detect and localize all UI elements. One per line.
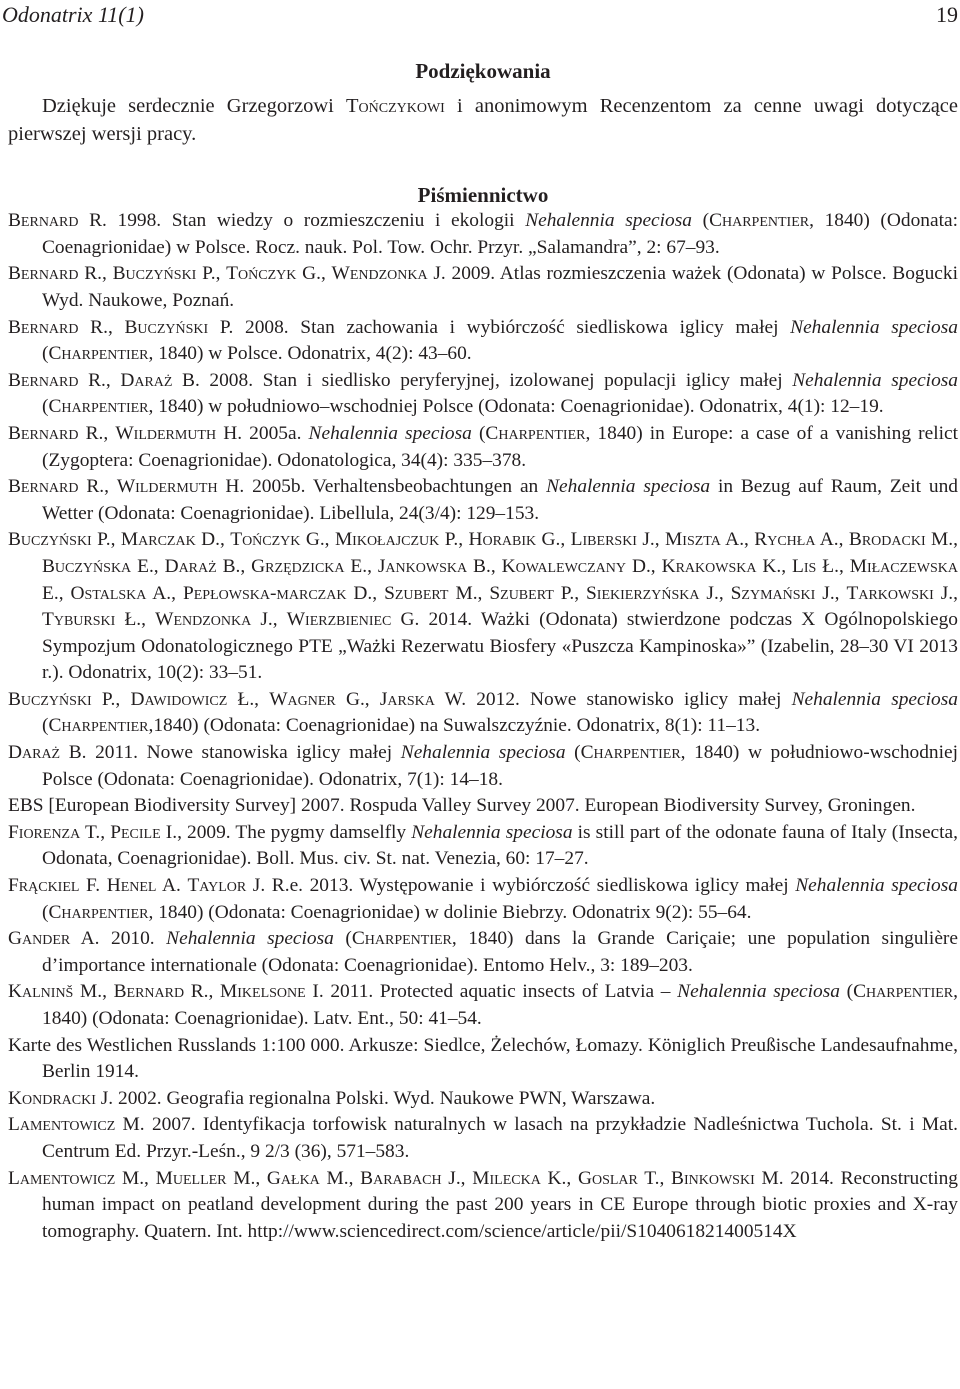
reference-entry [8,926,958,979]
author-name: Wendzonka [155,609,252,631]
reference-text: G., [335,688,380,710]
reference-text: ( [42,396,49,418]
species-name: Nehalennia speciosa [411,821,573,843]
author-name: Kowalewczany [501,555,627,577]
author-name: Henel [106,875,157,897]
author-name: Taylor [187,875,247,897]
author-name: Daraż [164,555,217,577]
author-name: Lamentowicz [8,1114,116,1136]
author-name: Wildermuth [116,476,218,498]
reference-text: G. 2014. Ważki (Odonata) stwierdzone podczas X Ogólnopolskiego Sympozjum Odonatologicznego PTE „Ważki Rezerwatu Biosfery «Puszcza Kampinoska»” (Izabelin, 28–30 VI 2013 r.). Odonatrix, 10(2): 33–51. [42,609,958,684]
author-name: Horabik [468,529,537,551]
author-name: Lis [792,555,817,577]
reference-text: M., [73,981,114,1003]
author-name: Szymański [730,582,816,604]
reference-text: D., [195,529,231,551]
author-name: Tyburski [42,609,116,631]
reference-entry [8,261,958,314]
author-name: Wagner [269,688,336,710]
author-name: Krakowska [661,555,757,577]
reference-entry [8,687,958,740]
reference-text: R., [78,422,116,444]
reference-text: E., [344,555,378,577]
reference-entry [8,820,958,873]
page-number: 19 [936,2,958,27]
reference-text: P., [196,263,227,285]
reference-text: B. 2011. Nowe stanowiska iglicy małej [60,742,401,764]
reference-text: EBS [European Biodiversity Survey] 2007. Rospuda Valley Survey 2007. European Biodiversity Survey, Groningen. [8,795,916,817]
author-name: Miszta [665,529,721,551]
author-name: Mikołajczuk [334,529,440,551]
author-name: Mikelsone [220,981,306,1003]
author-name: Daraż [8,742,61,764]
reference-text: I. 2011. Protected aquatic insects of Latvia – [305,981,678,1003]
reference-text: , 1840) w południowo–wschodniej Polsce (Odonata: Coenagrionidae). Odonatrix, 4(1): 12–19. [148,396,884,418]
author-name: Charpentier [48,901,149,923]
reference-entry [8,474,958,527]
reference-text: , 1840) (Odonata: Coenagrionidae) w Polsce. Rocz. nauk. Pol. Tow. Ochr. Przyr. „Salamandra”, 2: 67–93. [42,210,958,258]
reference-entry [8,1166,958,1246]
author-name: Charpentier [48,715,149,737]
author-name: Szubert [384,582,449,604]
reference-text: T., [637,1167,672,1189]
author-name: Buczyński [124,316,209,338]
reference-text: ( [471,422,486,444]
reference-text: , 1840) (Odonata: Coenagrionidae). Latv. Ent., 50: 41–54. [42,981,958,1029]
reference-text: R., [78,263,113,285]
reference-text: P., [91,688,131,710]
author-name: Ostalska [70,582,147,604]
author-name: Charpentier [48,396,149,418]
species-name: Nehalennia speciosa [677,981,840,1003]
reference-text: i anonimowym Recenzentom za cenne uwagi dotyczące pierwszej wersji pracy. [8,94,958,145]
author-name: Lamentowicz [8,1167,116,1189]
reference-text: R., [78,476,117,498]
author-name: Bernard [8,422,79,444]
reference-entry [8,740,958,793]
reference-text: M., [319,1167,361,1189]
reference-list [8,208,958,1245]
author-name: Bernard [113,981,185,1003]
author-name: Charpentier [485,422,586,444]
author-name: Charpentier [580,742,681,764]
reference-text: E., [42,582,71,604]
reference-text: M., [448,582,490,604]
reference-text: K., [540,1167,578,1189]
reference-text: Dziękuje serdecznie Grzegorzowi [42,94,346,117]
reference-entry [8,793,958,820]
author-name: Frąckiel [8,875,80,897]
reference-text: J., [933,582,959,604]
author-name: Grzędzicka [251,555,345,577]
reference-text: M. 2014. Reconstructing human impact on peatland development during the past 200 years in CE Europe through biotic proxies and X-ray tomography. Quatern. Int. http://www.sciencedirect.com/science/article/pii/S104061821400514X [42,1167,959,1242]
reference-entry [8,421,958,474]
reference-text: Ł., [227,688,270,710]
author-name: Liberski [570,529,637,551]
reference-text: in Bezug auf Raum, Zeit und Wetter (Odonata: Coenagrionidae). Libellula, 24(3/4): 129–153. [42,476,958,524]
author-name: Tończyk [230,529,301,551]
author-name: Buczyński [112,263,197,285]
reference-text: J. R.e. 2013. Występowanie i wybiórczość siedliskowa iglicy małej [246,875,796,897]
reference-text: ( [42,343,49,365]
reference-text: P., [91,529,121,551]
species-name: Nehalennia speciosa [400,742,566,764]
author-name: Pecile [110,821,161,843]
reference-text: P., [439,529,469,551]
reference-entry [8,1112,958,1165]
reference-text: K., [756,555,793,577]
species-name: Nehalennia speciosa [792,369,959,391]
reference-text: G., [296,263,332,285]
author-name: Milecka [472,1167,541,1189]
author-name: Jarska [379,688,435,710]
author-name: Charpentier [709,210,810,232]
reference-text: , 1840) w południowo-wschodniej Polsce (Odonata: Coenagrionidae). Odonatrix, 7(1): 14–18. [42,742,958,790]
species-name: Nehalennia speciosa [308,422,472,444]
reference-text: J., [699,582,731,604]
author-name: Bernard [8,316,79,338]
reference-text: W. 2012. Nowe stanowisko iglicy małej [434,688,792,710]
author-name: Mueller [155,1167,227,1189]
reference-text: D., [346,582,385,604]
reference-text: J. 2002. Geografia regionalna Polski. Wyd. Naukowe PWN, Warszawa. [95,1087,656,1109]
acknowledgements-text [8,92,958,148]
author-name: Charpentier [351,928,452,950]
reference-text: R., [78,316,125,338]
reference-text: F. [79,875,107,897]
author-name: Charpentier [48,343,149,365]
reference-entry [8,527,958,687]
reference-text: H. 2005b. Verhaltensbeobachtungen an [217,476,547,498]
species-name: Nehalennia speciosa [546,476,711,498]
reference-text: E., [131,555,165,577]
author-name: Fiorenza [8,821,81,843]
reference-text: ( [839,981,854,1003]
reference-text: T., [80,821,111,843]
reference-text: is still part of the odonate fauna of Italy (Insecta, Odonata, Coenagrionidae). Boll. Mus. civ. St. nat. Venezia, 60: 17–27. [42,821,958,870]
author-name: Buczyński [8,688,92,710]
author-name: Goslar [577,1167,638,1189]
reference-entry [8,1086,958,1113]
author-name: Binkowski [671,1167,755,1189]
author-name: Charpentier [853,981,954,1003]
author-name: Rychła [754,529,816,551]
reference-text: J., [636,529,666,551]
reference-entry [8,208,958,261]
reference-text: , 1840) dans la Grande Cariçaie; une population singulière d’importance internationale (Odonata: Coenagrionidae). Entomo Helv., 3: 189–203. [42,928,958,976]
author-name: Brodacki [848,529,926,551]
reference-text: R., [78,369,121,391]
author-name: Wildermuth [115,422,217,444]
reference-text: M., [115,1167,156,1189]
reference-text: ( [565,742,581,764]
reference-text: A. 2010. [70,928,167,950]
references-heading: Piśmiennictwo [417,182,549,207]
reference-text: Ł., [115,609,156,631]
author-name: Barabach [360,1167,442,1189]
species-name: Nehalennia speciosa [790,316,958,338]
reference-text: J., [441,1167,473,1189]
species-name: Nehalennia speciosa [791,688,958,710]
journal-title: Odonatrix 11(1) [2,2,144,27]
reference-text: J. 2009. Atlas rozmieszczenia ważek (Odonata) w Polsce. Bogucki Wyd. Naukowe, Poznań. [42,263,958,311]
reference-text: M. 2007. Identyfikacja torfowisk naturalnych w lasach na przykładzie Nadleśnictwa Tuchola. St. i Mat. Centrum Ed. Przyr.-Leśn., 9 2/3 (36), 571–583. [42,1114,958,1162]
author-name: Dawidowicz [130,688,228,710]
author-name: Wierzbieniec [286,609,392,631]
author-name: Buczyńska [42,555,132,577]
reference-text: ,1840) (Odonata: Coenagrionidae) na Suwalszczyźnie. Odonatrix, 8(1): 11–13. [148,715,761,737]
author-name: Gałka [266,1167,320,1189]
author-name: Buczyński [8,529,92,551]
reference-text: Ł., [816,555,850,577]
reference-text: B., [216,555,252,577]
reference-text: G., [300,529,335,551]
reference-text: J., [251,609,287,631]
reference-entry [8,368,958,421]
author-name: Tończyk [226,263,297,285]
reference-text: ( [42,901,49,923]
author-name: Bernard [8,210,79,232]
reference-text: ( [691,210,710,232]
reference-text: A. [156,875,188,897]
author-name: Szubert [489,582,554,604]
reference-text: , 1840) (Odonata: Coenagrionidae) w dolinie Biebrzy. Odonatrix 9(2): 55–64. [148,901,752,923]
author-name: Tończykowi [345,94,445,117]
reference-text: , 1840) in Europe: a case of a vanishing relict (Zygoptera: Coenagrionidae). Odonatologica, 34(4): 335–378. [42,422,958,471]
author-name: Bernard [8,369,79,391]
author-name: Kalninš [8,981,74,1003]
reference-text: R., [184,981,221,1003]
author-name: Daraż [120,369,173,391]
author-name: Gander [8,928,71,950]
author-name: Miłaczewska [849,555,958,577]
author-name: Tarkowski [846,582,934,604]
reference-text: G., [536,529,571,551]
reference-text: B., [467,555,502,577]
page-header [0,0,960,30]
author-name: Jankowska [377,555,468,577]
author-name: Bernard [8,263,79,285]
reference-text: M., [925,529,958,551]
reference-text: A., [720,529,755,551]
species-name: Nehalennia speciosa [166,928,334,950]
reference-text: Karte des Westlichen Russlands 1:100 000. Arkusze: Siedlce, Żelechów, Łomazy. Königlich Preußische Landesaufnahme, Berlin 1914. [8,1034,958,1083]
reference-text: H. 2005a. [216,422,309,444]
reference-text: , 1840) w Polsce. Odonatrix, 4(2): 43–60. [148,343,472,365]
author-name: Pepłowska-marczak [182,582,347,604]
reference-text: R. 1998. Stan wiedzy o rozmieszczeniu i ekologii [78,210,526,232]
reference-text: P., [553,582,587,604]
author-name: Siekierzyńska [586,582,700,604]
reference-entry [8,979,958,1032]
author-name: Marczak [120,529,196,551]
species-name: Nehalennia speciosa [525,210,692,232]
reference-text: ( [42,715,49,737]
reference-text: B. 2008. Stan i siedlisko peryferyjnej, izolowanej populacji iglicy małej [172,369,793,391]
author-name: Kondracki [8,1087,96,1109]
acknowledgements-heading: Podziękowania [415,59,551,83]
page-content [8,58,958,1245]
reference-entry [8,873,958,926]
author-name: Wendzonka [331,263,428,285]
reference-entry [8,315,958,368]
reference-text: P. 2008. Stan zachowania i wybiórczość siedliskowa iglicy małej [208,316,791,338]
reference-entry [8,1033,958,1086]
author-name: Bernard [8,476,79,498]
reference-text: D., [626,555,662,577]
species-name: Nehalennia speciosa [795,875,958,897]
reference-text: J., [815,582,847,604]
reference-text: A., [815,529,849,551]
reference-text: I., 2009. The pygmy damselfly [160,821,412,843]
reference-text: A., [146,582,183,604]
reference-text: ( [333,928,352,950]
reference-text: M., [226,1167,267,1189]
